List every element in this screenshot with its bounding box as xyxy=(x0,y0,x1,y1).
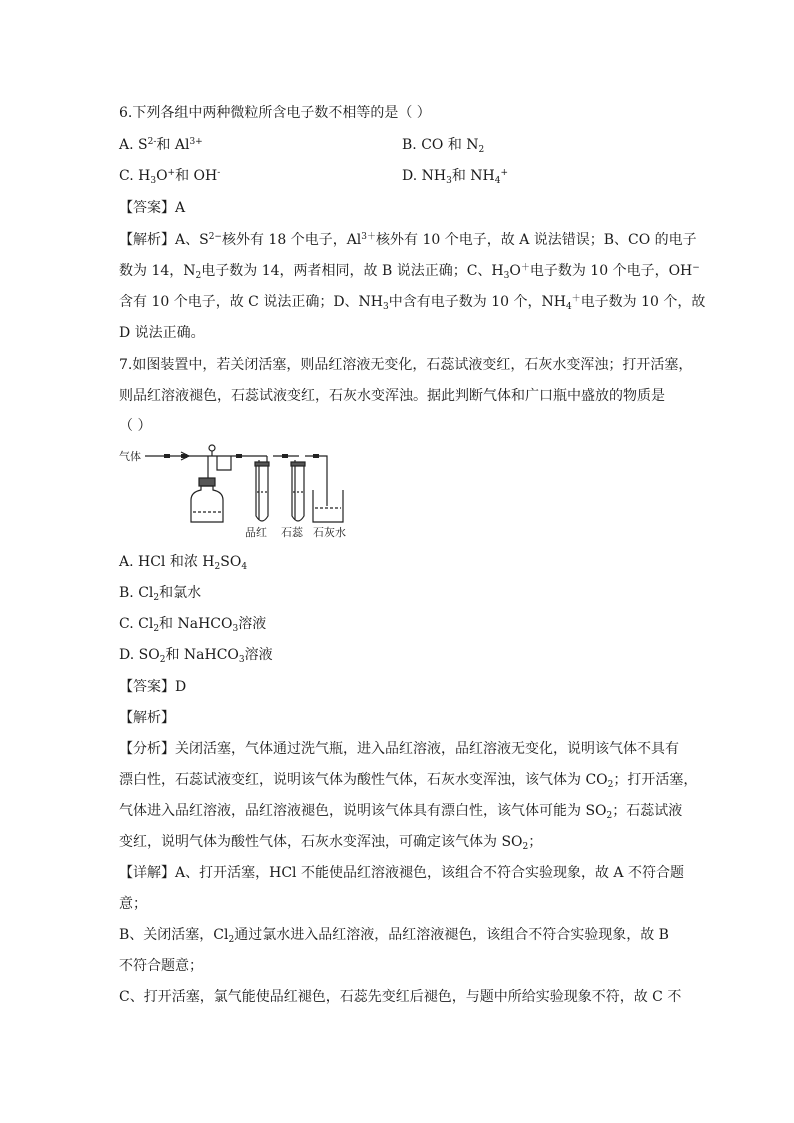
limewater-beaker xyxy=(313,490,343,522)
q7-stem-line-1: 7.如图装置中，若关闭活塞，则品红溶液无变化，石蕊试液变红，石灰水变浑浊；打开活塞， xyxy=(119,357,693,373)
clamp-4 xyxy=(282,454,288,458)
q6-options-row-1 xyxy=(119,136,485,155)
q7-analysis-line-3: 气体进入品红溶液，品红溶液褪色，说明该气体具有漂白性，该气体可能为 $SO_2$；石蕊试液 xyxy=(119,803,683,821)
q7-stem-line-2: 则品红溶液褪色，石蕊试液变红，石灰水变浑浊。据此判断气体和广口瓶中盛放的物质是 xyxy=(119,388,665,404)
clamp-3 xyxy=(236,454,242,458)
q6-option-c: C. $H_3O^+$和 OH- xyxy=(119,168,221,186)
clamp-1 xyxy=(164,454,170,458)
q6-options-row-2 xyxy=(119,167,509,186)
pinhong-label: 品红 xyxy=(245,526,267,539)
gas-label: 气体 xyxy=(119,450,141,463)
q7-answer: 【答案】D xyxy=(119,679,187,695)
apparatus-diagram xyxy=(119,440,359,540)
q6-explanation-line-1: 【解析】A、$S^{2-}$核外有 18 个电子，$Al^{3+}$核外有 10 个电子，故 A 说法错误；B、CO 的电子 xyxy=(119,232,697,248)
gas-washing-bottle xyxy=(191,478,223,522)
q7-detail-line-2: 意； xyxy=(119,896,147,912)
q7-option-d: D. $SO_2$和 NaHCO$_3$溶液 xyxy=(119,647,273,665)
q6-option-a: A. $S^{2-}$和 $Al^{3+}$ xyxy=(119,137,203,153)
q7-option-c: C. $Cl_2$和 NaHCO$_3$溶液 xyxy=(119,616,267,634)
q7-detail-line-3: B、关闭活塞，$Cl_2$通过氯水进入品红溶液，品红溶液褪色，该组合不符合实验现象，故 B xyxy=(119,927,669,945)
q7-stem-line-3: （ ） xyxy=(119,418,152,434)
pinhong-test-tube xyxy=(255,462,269,521)
q7-analysis-line-2: 漂白性，石蕊试液变红，说明该气体为酸性气体，石灰水变浑浊，该气体为 $CO_2$；打开活塞， xyxy=(119,772,698,790)
shirui-test-tube xyxy=(291,462,305,521)
q7-jiexi-heading: 【解析】 xyxy=(119,710,175,726)
q7-analysis-line-1: 【分析】关闭活塞，气体通过洗气瓶，进入品红溶液，品红溶液无变化，说明该气体不具有 xyxy=(119,741,679,757)
q7-option-a: A. HCl 和浓 $H_2SO_4$ xyxy=(119,554,248,572)
q6-stem: 6.下列各组中两种微粒所含电子数不相等的是（ ） xyxy=(119,105,431,121)
limewater-label: 石灰水 xyxy=(313,526,346,539)
q7-detail-line-4: 不符合题意； xyxy=(119,958,203,974)
clamp-2 xyxy=(181,454,187,458)
q7-option-b: B. $Cl_2$和氯水 xyxy=(119,585,202,603)
tube-to-limewater xyxy=(305,456,327,506)
clamp-5 xyxy=(313,454,319,458)
bottle-outlet-tube xyxy=(217,456,231,470)
shirui-label: 石蕊 xyxy=(281,526,303,539)
q6-answer: 【答案】A xyxy=(119,200,186,216)
q6-option-b: B. CO 和 $N_2$ xyxy=(402,137,485,155)
q6-explanation-line-2: 数为 14，$N_2$电子数为 14，两者相同，故 B 说法正确；C、$H_3O^+$电子数为 10 个电子，OH− xyxy=(119,263,700,281)
q7-detail-line-1: 【详解】A、打开活塞，HCl 不能使品红溶液褪色，该组合不符合实验现象，故 A 不符合题 xyxy=(119,865,684,881)
q6-option-d: D. $NH_3$和 $NH_4^+$ xyxy=(402,168,509,186)
apparatus-svg xyxy=(119,440,359,540)
q7-detail-line-5: C、打开活塞，氯气能使品红褪色，石蕊先变红后褪色，与题中所给实验现象不符，故 C 不 xyxy=(119,989,682,1005)
q7-analysis-line-4: 变红，说明气体为酸性气体，石灰水变浑浊，可确定该气体为 $SO_2$； xyxy=(119,834,543,852)
q6-explanation-line-4: D 说法正确。 xyxy=(119,325,205,341)
q6-explanation-line-3: 含有 10 个电子，故 C 说法正确；D、$NH_3$中含有电子数为 10 个，$NH_4^+$电子数为 10 个，故 xyxy=(119,294,706,312)
stopcock-icon xyxy=(209,445,215,456)
